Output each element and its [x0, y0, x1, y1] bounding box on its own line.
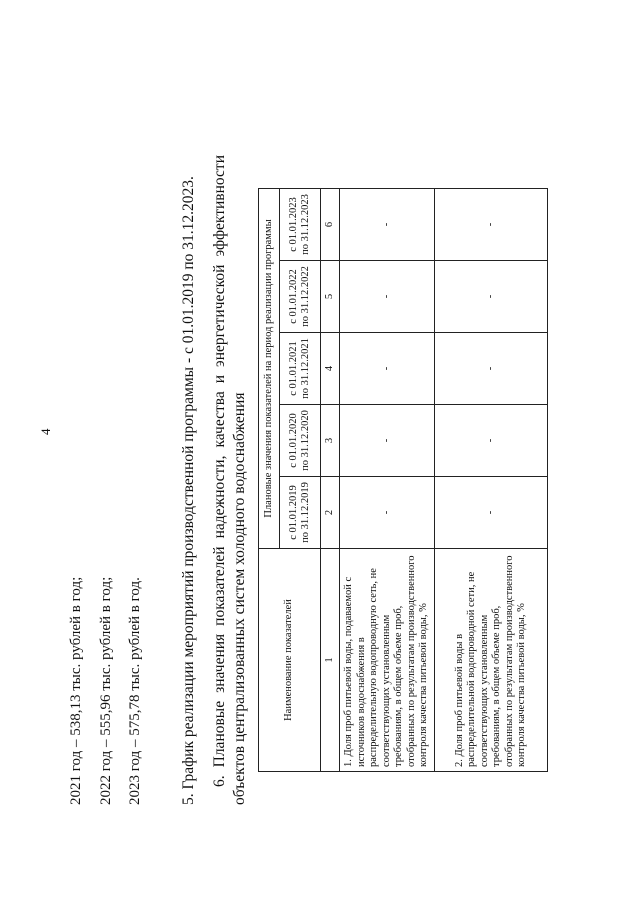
indicator-value: - — [340, 477, 435, 549]
indicator-value: - — [340, 189, 435, 261]
period-header-2019: с 01.01.2019 по 31.12.2019 — [280, 477, 321, 549]
column-number: 2 — [321, 477, 340, 549]
column-number: 4 — [321, 333, 340, 405]
period-header-2021: с 01.01.2021 по 31.12.2021 — [280, 333, 321, 405]
section-6-title: 6. Плановые значения показателей надежности, качества и энергетической эффективности объектов централизованных систем холодного водоснабжения — [211, 155, 248, 805]
page-number: 4 — [38, 428, 53, 435]
period-header-2023: с 01.01.2023 по 31.12.2023 — [280, 189, 321, 261]
indicator-value: - — [435, 405, 548, 477]
cost-line-2021: 2021 год – 538,13 тыс. рублей в год; — [68, 576, 84, 805]
column-number: 6 — [321, 189, 340, 261]
period-header-2022: с 01.01.2022 по 31.12.2022 — [280, 261, 321, 333]
section-5-title: 5. График реализации мероприятий производственной программы - с 01.01.2019 по 31.12.2023. — [180, 176, 197, 805]
planned-values-header: Плановые значения показателей на период реализации программы — [259, 189, 280, 549]
indicator-value: - — [340, 261, 435, 333]
cost-line-2022: 2022 год – 555,96 тыс. рублей в год; — [98, 576, 114, 805]
indicator-value: - — [435, 477, 548, 549]
indicators-table — [258, 188, 548, 772]
indicator-name: 2. Доля проб питьевой воды в распределительной водопроводной сети, не соответствующих установленным требованиям, в общем объеме проб, отобранных по результатам производственного контроля качества питьевой воды, % — [435, 549, 548, 772]
indicator-name: 1. Доля проб питьевой воды, подаваемой с источников водоснабжения в распределительную водопроводную сеть, не соответствующих установленным требованиям, в общем объеме проб, отобранных по результатам производственного контроля качества питьевой воды, % — [340, 549, 435, 772]
table-row — [340, 189, 435, 772]
indicator-value: - — [435, 333, 548, 405]
indicator-value: - — [340, 333, 435, 405]
column-number: 3 — [321, 405, 340, 477]
indicator-name-header: Наименование показателей — [259, 549, 321, 772]
indicator-value: - — [435, 189, 548, 261]
indicator-value: - — [340, 405, 435, 477]
period-header-2020: с 01.01.2020 по 31.12.2020 — [280, 405, 321, 477]
column-number-row — [321, 189, 340, 772]
indicator-value: - — [435, 261, 548, 333]
cost-line-2023: 2023 год – 575,78 тыс. рублей в год. — [127, 577, 143, 805]
column-number: 5 — [321, 261, 340, 333]
column-number: 1 — [321, 549, 340, 772]
table-row — [435, 189, 548, 772]
